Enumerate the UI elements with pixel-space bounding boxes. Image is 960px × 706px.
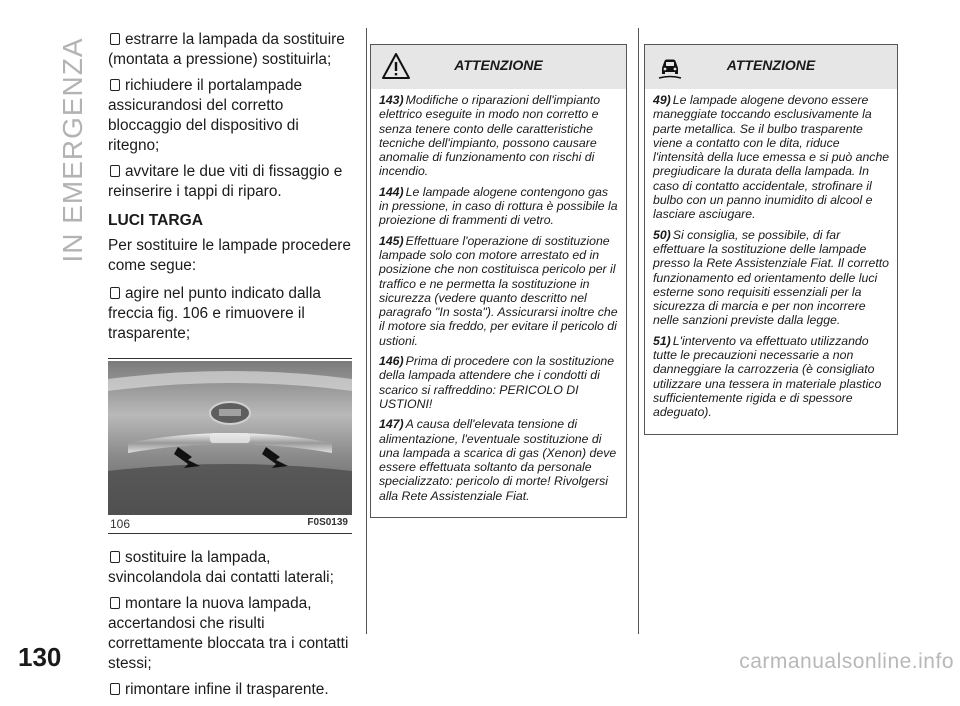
instruction-bullet: montare la nuova lampada, accertandosi che risulti correttamente bloccata tra i contatti stessi; bbox=[108, 595, 349, 672]
warning-note bbox=[653, 93, 891, 222]
instruction-bullet: estrarre la lampada da sostituire (montata a pressione) sostituirla; bbox=[108, 31, 345, 68]
note-text: Modifiche o riparazioni dell'impianto elettrico eseguite in modo non corretto e senza tenere conto delle caratteristiche tecniche dell'impianto, possono causare anomalie di funzionamento con rischi di incendio. bbox=[379, 93, 601, 179]
section-intro: Per sostituire le lampade procedere come segue: bbox=[108, 237, 351, 274]
figure-106 bbox=[108, 358, 352, 515]
watermark: carmanualsonline.info bbox=[739, 650, 954, 673]
license-plate-light-photo bbox=[108, 361, 352, 515]
checkbox-square-icon bbox=[110, 287, 120, 299]
note-number: 147) bbox=[379, 417, 404, 432]
warning-note bbox=[653, 334, 891, 420]
note-text: Le lampade alogene devono essere maneggiate toccando esclusivamente la parte metallica. Se il bulbo trasparente viene a contatto con le dita, riduce l'intensità della luce emessa e si può anche pregiudicare la durata della lampada. In caso di contatto accidentale, strofinare il bulbo con un panno inumidito di alcool e lasciare asciugare. bbox=[653, 93, 890, 222]
instruction-bullet: agire nel punto indicato dalla freccia fig. 106 e rimuovere il trasparente; bbox=[108, 285, 321, 342]
section-side-label-text: IN EMERGENZA bbox=[57, 37, 88, 263]
note-text: A causa dell'elevata tensione di alimentazione, l'eventuale sostituzione di una lampada a scarica di gas (Xenon) deve essere effettuata soltanto da personale specializzato: pericolo di morte! Rivolgersi alla Rete Assistenziale Fiat. bbox=[379, 417, 617, 503]
warning-header bbox=[645, 45, 897, 89]
note-text: Le lampade alogene contengono gas in pressione, in caso di rottura è possibile la proiezione di frammenti di vetro. bbox=[379, 184, 618, 228]
figure-number: 106 bbox=[110, 517, 131, 531]
page-number: 130 bbox=[18, 642, 62, 672]
warning-title: ATTENZIONE bbox=[454, 57, 543, 73]
checkbox-square-icon bbox=[110, 551, 120, 563]
column-divider bbox=[638, 28, 639, 634]
figure-code: F0S0139 bbox=[307, 517, 348, 528]
warning-box-safety bbox=[370, 44, 627, 518]
note-number: 50) bbox=[653, 227, 671, 242]
checkbox-square-icon bbox=[110, 597, 120, 609]
figure-caption bbox=[108, 515, 352, 534]
left-column bbox=[108, 30, 354, 706]
warning-title: ATTENZIONE bbox=[726, 57, 816, 73]
warning-header bbox=[371, 45, 626, 89]
warning-note bbox=[379, 234, 620, 348]
instruction-bullet: sostituire la lampada, svincolandola dai contatti laterali; bbox=[108, 549, 334, 586]
instruction-bullet: rimontare infine il trasparente. bbox=[108, 680, 354, 700]
instruction-bullet: avvitare le due viti di fissaggio e reinserire i tappi di riparo. bbox=[108, 163, 343, 200]
checkbox-square-icon bbox=[110, 683, 120, 695]
checkbox-square-icon bbox=[110, 165, 120, 177]
section-side-label bbox=[52, 0, 94, 270]
note-number: 143) bbox=[379, 93, 404, 107]
note-text: Si consiglia, se possibile, di far effettuare la sostituzione delle lampade presso la Rete Assistenziale Fiat. Il corretto funzionamento ed orientamento delle luci esterne sono requisiti essenziali per la sicurezza di marcia e per non incorrere nelle sanzioni previste dalla legge. bbox=[653, 227, 890, 328]
warning-note bbox=[379, 185, 620, 228]
warning-notes bbox=[645, 89, 897, 434]
note-number: 144) bbox=[379, 184, 404, 199]
note-text: Prima di procedere con la sostituzione della lampada attendere che i condotti di scarico si raffreddino: PERICOLO DI USTIONI! bbox=[379, 354, 615, 411]
instruction-bullet: richiudere il portalampade assicurandosi del corretto bloccaggio del dispositivo di ritegno; bbox=[108, 77, 303, 154]
checkbox-square-icon bbox=[110, 33, 120, 45]
checkbox-square-icon bbox=[110, 79, 120, 91]
warning-note bbox=[379, 417, 620, 503]
warning-note bbox=[379, 354, 620, 411]
warning-box-vehicle bbox=[644, 44, 898, 435]
warning-note bbox=[653, 228, 891, 328]
note-text: L'intervento va effettuato utilizzando tutte le precauzioni necessarie a non danneggiare la carrozzeria (è consigliato utilizzare una tessera in materiale plastico sufficientemente rigida e di spessore adeguato). bbox=[653, 333, 882, 420]
section-heading: LUCI TARGA bbox=[108, 212, 203, 229]
note-number: 49) bbox=[653, 93, 671, 107]
note-text: Effettuare l'operazione di sostituzione lampade solo con motore arrestato ed in posizione che non costituisca pericolo per il traffico e ne permetta la sostituzione in sicurezza (vedere quanto descritto nel paragrafo "In sosta"). Assicurarsi inoltre che il motore sia freddo, per evitare il pericolo di ustioni. bbox=[379, 233, 618, 348]
warning-note bbox=[379, 93, 620, 179]
note-number: 146) bbox=[379, 354, 404, 369]
column-divider bbox=[366, 28, 367, 634]
note-number: 51) bbox=[653, 333, 671, 348]
note-number: 145) bbox=[379, 233, 404, 248]
warning-notes bbox=[371, 89, 626, 517]
